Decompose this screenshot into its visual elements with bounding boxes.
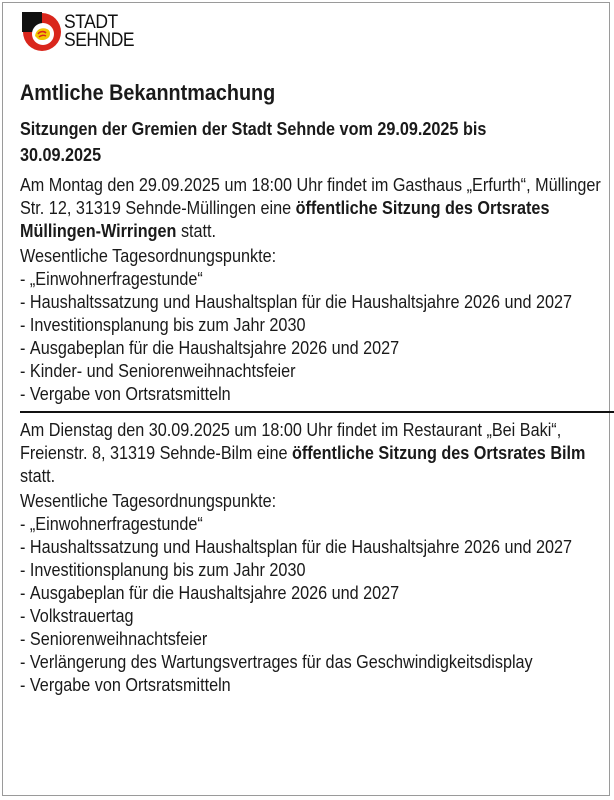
section-divider bbox=[20, 411, 614, 413]
session-highlight: öffentliche Sitzung des Ortsrates Bilm bbox=[291, 443, 586, 463]
stadt-sehnde-logo bbox=[22, 12, 140, 52]
agenda-item: - „Einwohnerfragestunde“ bbox=[20, 268, 614, 291]
session-description bbox=[20, 174, 610, 243]
logo-line-1: STADT bbox=[64, 12, 118, 33]
logo-wordmark bbox=[64, 14, 134, 50]
agenda-item: - Kinder- und Seniorenweihnachtsfeier bbox=[20, 360, 614, 383]
agenda-item: - Verlängerung des Wartungsvertrages für das Geschwindigkeitsdisplay bbox=[20, 651, 614, 674]
agenda-list bbox=[20, 513, 614, 697]
agenda-item: - Volkstrauertag bbox=[20, 605, 614, 628]
notice-subtitle: Sitzungen der Gremien der Stadt Sehnde vom 29.09.2025 bis 30.09.2025 bbox=[20, 119, 487, 165]
city-emblem-icon bbox=[22, 12, 62, 52]
session-outro: statt. bbox=[20, 466, 56, 486]
agenda-heading: Wesentliche Tagesordnungspunkte: bbox=[20, 491, 277, 511]
agenda-item: - „Einwohnerfragestunde“ bbox=[20, 513, 614, 536]
agenda-item: - Vergabe von Ortsratsmitteln bbox=[20, 383, 614, 406]
agenda-item: - Investitionsplanung bis zum Jahr 2030 bbox=[20, 559, 614, 582]
agenda-item: - Haushaltssatzung und Haushaltsplan für die Haushaltsjahre 2026 und 2027 bbox=[20, 536, 614, 559]
agenda-item: - Seniorenweihnachtsfeier bbox=[20, 628, 614, 651]
session-highlight: öffentliche Sitzung des Ortsrates Müllingen-Wirringen bbox=[20, 198, 550, 241]
notice-content bbox=[20, 78, 601, 697]
session-description bbox=[20, 419, 610, 488]
session-block bbox=[20, 174, 601, 406]
logo-line-2: SEHNDE bbox=[64, 30, 135, 51]
notice-title: Amtliche Bekanntmachung bbox=[20, 80, 276, 105]
session-block bbox=[20, 419, 586, 697]
agenda-item: - Ausgabeplan für die Haushaltsjahre 2026 und 2027 bbox=[20, 337, 614, 360]
session-intro: Am Dienstag den 30.09.2025 um 18:00 Uhr findet im Restaurant „Bei Baki“, Freienstr. 8, 31319 Sehnde-Bilm eine bbox=[20, 420, 562, 463]
agenda-item: - Vergabe von Ortsratsmitteln bbox=[20, 674, 614, 697]
agenda-item: - Investitionsplanung bis zum Jahr 2030 bbox=[20, 314, 614, 337]
session-intro: Am Montag den 29.09.2025 um 18:00 Uhr findet im Gasthaus „Erfurth“, Müllinger Str. 12, 31319 Sehnde-Müllingen eine bbox=[20, 175, 601, 218]
agenda-list bbox=[20, 268, 614, 406]
session-outro: statt. bbox=[176, 221, 217, 241]
agenda-item: - Ausgabeplan für die Haushaltsjahre 2026 und 2027 bbox=[20, 582, 614, 605]
agenda-heading: Wesentliche Tagesordnungspunkte: bbox=[20, 246, 277, 266]
agenda-item: - Haushaltssatzung und Haushaltsplan für die Haushaltsjahre 2026 und 2027 bbox=[20, 291, 614, 314]
